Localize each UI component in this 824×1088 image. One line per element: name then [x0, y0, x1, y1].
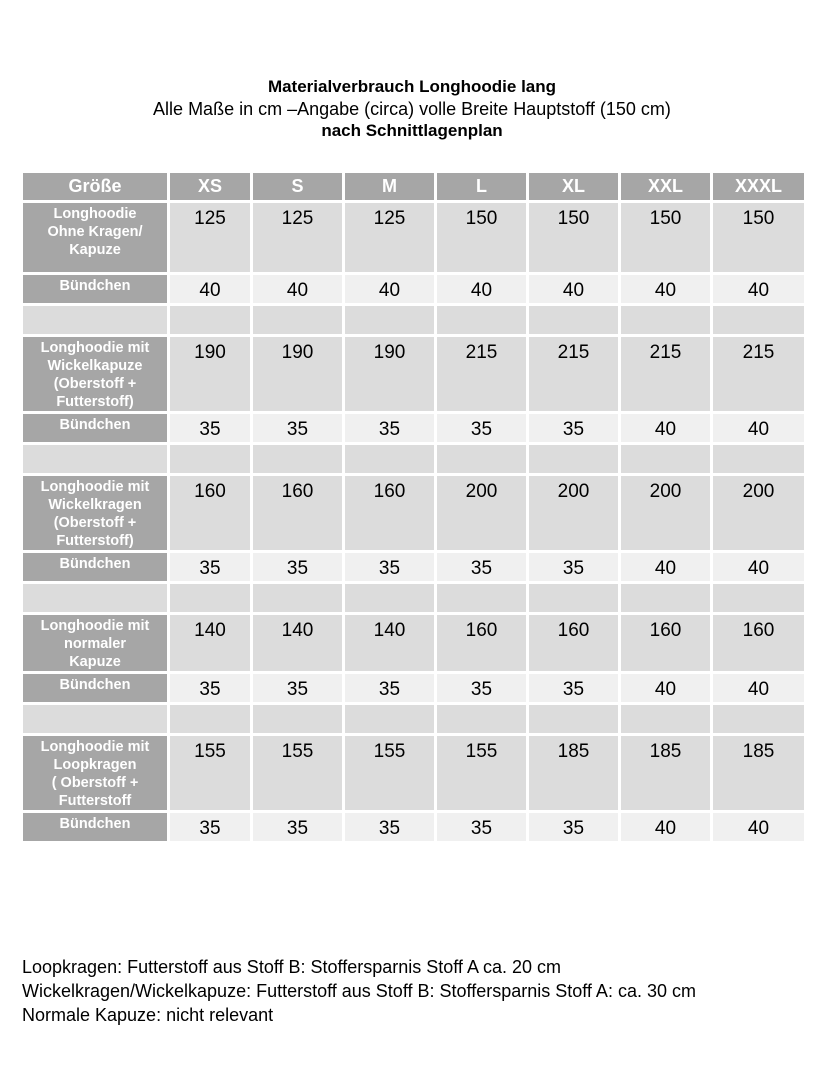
table-cell: 40 [253, 275, 345, 306]
row-label: Bündchen [23, 553, 170, 584]
table-row [23, 736, 804, 813]
header-cell: XS [170, 173, 253, 203]
row-label: Longhoodie Ohne Kragen/ Kapuze [23, 203, 170, 275]
table-cell: 160 [529, 615, 621, 674]
table-cell: 160 [621, 615, 713, 674]
document-subtitle-2: nach Schnittlagenplan [321, 121, 503, 140]
header-cell: M [345, 173, 437, 203]
table-cell: 160 [170, 476, 253, 553]
spacer-row [23, 705, 804, 736]
header-cell: S [253, 173, 345, 203]
row-label: Bündchen [23, 414, 170, 445]
table-row [23, 476, 804, 553]
table-cell: 40 [713, 674, 804, 705]
table-cell: 160 [253, 476, 345, 553]
title-block [0, 76, 824, 142]
table-cell: 40 [713, 414, 804, 445]
table-cell: 150 [713, 203, 804, 275]
row-label: Bündchen [23, 275, 170, 306]
table-row [23, 275, 804, 306]
table-row [23, 813, 804, 844]
table-cell: 35 [170, 414, 253, 445]
table-cell: 140 [170, 615, 253, 674]
header-cell: XL [529, 173, 621, 203]
note-loopkragen: Loopkragen: Futterstoff aus Stoff B: Stoffersparnis Stoff A ca. 20 cm [22, 957, 561, 977]
table-cell: 40 [713, 553, 804, 584]
row-label: Longhoodie mit Loopkragen ( Oberstoff + Futterstoff [23, 736, 170, 813]
table-cell: 200 [713, 476, 804, 553]
table-cell: 35 [345, 674, 437, 705]
table-row [23, 674, 804, 705]
table-row [23, 414, 804, 445]
header-cell: XXXL [713, 173, 804, 203]
table-cell: 160 [345, 476, 437, 553]
table-cell: 40 [713, 813, 804, 844]
table-cell: 150 [437, 203, 529, 275]
row-label: Longhoodie mit normaler Kapuze [23, 615, 170, 674]
table-row [23, 203, 804, 275]
table-cell: 160 [437, 615, 529, 674]
table-cell: 40 [713, 275, 804, 306]
table-row [23, 615, 804, 674]
table-cell: 200 [529, 476, 621, 553]
note-normale-kapuze: Normale Kapuze: nicht relevant [22, 1005, 274, 1025]
table-cell: 35 [437, 813, 529, 844]
table-cell: 35 [529, 553, 621, 584]
spacer-row [23, 445, 804, 476]
table-cell: 185 [621, 736, 713, 813]
table-cell: 35 [345, 813, 437, 844]
table-cell: 35 [345, 414, 437, 445]
table-cell: 200 [621, 476, 713, 553]
table-cell: 40 [621, 813, 713, 844]
header-cell: Größe [23, 173, 170, 203]
table-cell: 35 [170, 674, 253, 705]
table-cell: 35 [253, 674, 345, 705]
table-cell: 155 [253, 736, 345, 813]
table-cell: 215 [437, 337, 529, 414]
row-label: Longhoodie mit Wickelkragen (Oberstoff + Futterstoff) [23, 476, 170, 553]
table-cell: 155 [170, 736, 253, 813]
table-cell: 185 [713, 736, 804, 813]
table-cell: 40 [621, 275, 713, 306]
header-row [23, 173, 804, 203]
table-cell: 185 [529, 736, 621, 813]
table-cell: 35 [437, 674, 529, 705]
table-cell: 125 [253, 203, 345, 275]
table-cell: 215 [529, 337, 621, 414]
spacer-row [23, 584, 804, 615]
table-cell: 190 [170, 337, 253, 414]
table-cell: 150 [529, 203, 621, 275]
table-cell: 40 [437, 275, 529, 306]
table-cell: 125 [345, 203, 437, 275]
table-cell: 150 [621, 203, 713, 275]
document-subtitle: Alle Maße in cm –Angabe (circa) volle Breite Hauptstoff (150 cm) [153, 99, 671, 119]
material-table [23, 173, 804, 844]
table-cell: 40 [621, 674, 713, 705]
table-cell: 200 [437, 476, 529, 553]
row-label: Longhoodie mit Wickelkapuze (Oberstoff + Futterstoff) [23, 337, 170, 414]
table-cell: 35 [529, 674, 621, 705]
table-cell: 35 [345, 553, 437, 584]
table-cell: 140 [345, 615, 437, 674]
table-cell: 35 [437, 553, 529, 584]
row-label: Bündchen [23, 674, 170, 705]
table-cell: 190 [345, 337, 437, 414]
note-wickelkragen: Wickelkragen/Wickelkapuze: Futterstoff aus Stoff B: Stoffersparnis Stoff A: ca. 30 cm [22, 981, 696, 1001]
table-cell: 35 [437, 414, 529, 445]
table-cell: 40 [621, 553, 713, 584]
table-row [23, 337, 804, 414]
table-cell: 35 [170, 813, 253, 844]
header-cell: L [437, 173, 529, 203]
table-cell: 140 [253, 615, 345, 674]
spacer-row [23, 306, 804, 337]
table-cell: 35 [253, 813, 345, 844]
table-row [23, 553, 804, 584]
table-cell: 155 [345, 736, 437, 813]
table-cell: 35 [253, 414, 345, 445]
table-cell: 190 [253, 337, 345, 414]
table-cell: 40 [345, 275, 437, 306]
table-cell: 40 [529, 275, 621, 306]
table-cell: 215 [621, 337, 713, 414]
table-cell: 215 [713, 337, 804, 414]
document-title: Materialverbrauch Longhoodie lang [267, 77, 557, 96]
table-cell: 125 [170, 203, 253, 275]
footnotes [22, 955, 696, 1027]
table-cell: 35 [529, 414, 621, 445]
table-cell: 160 [713, 615, 804, 674]
table-cell: 40 [170, 275, 253, 306]
row-label: Bündchen [23, 813, 170, 844]
table-cell: 40 [621, 414, 713, 445]
table-cell: 35 [170, 553, 253, 584]
table-cell: 35 [253, 553, 345, 584]
header-cell: XXL [621, 173, 713, 203]
table-cell: 35 [529, 813, 621, 844]
table-cell: 155 [437, 736, 529, 813]
